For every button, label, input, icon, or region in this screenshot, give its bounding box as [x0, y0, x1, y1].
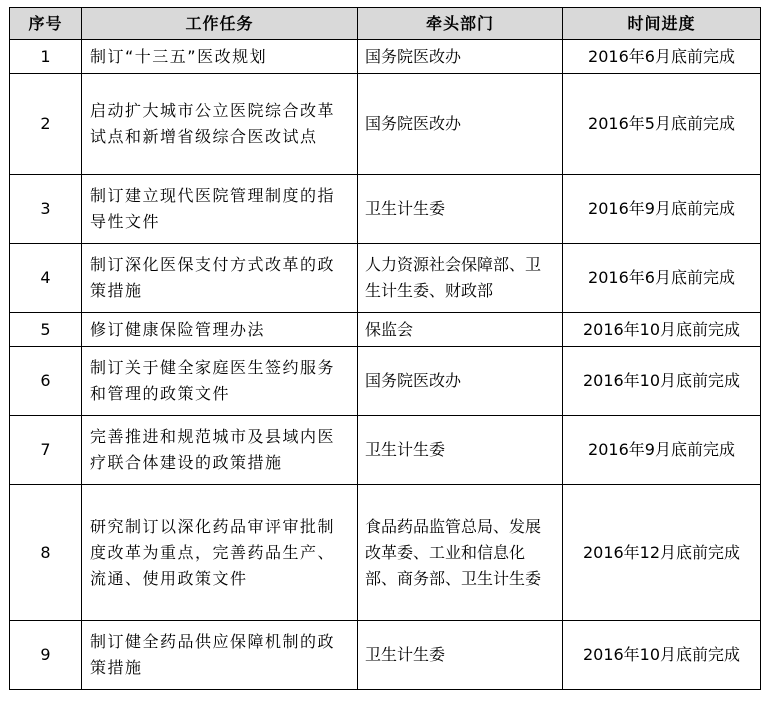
row-dept: 人力资源社会保障部、卫生计生委、财政部 [358, 244, 563, 313]
table-row [10, 175, 761, 244]
row-no: 9 [10, 621, 82, 690]
header-time: 时间进度 [563, 8, 761, 40]
table-row [10, 347, 761, 416]
table-row [10, 244, 761, 313]
row-no: 1 [10, 40, 82, 74]
row-dept: 卫生计生委 [358, 416, 563, 485]
row-no: 4 [10, 244, 82, 313]
task-table [9, 7, 761, 690]
row-time: 2016年9月底前完成 [563, 416, 761, 485]
row-task: 修订健康保险管理办法 [82, 313, 358, 347]
row-task: 研究制订以深化药品审评审批制度改革为重点，完善药品生产、流通、使用政策文件 [82, 485, 358, 621]
table-row [10, 74, 761, 175]
row-no: 7 [10, 416, 82, 485]
row-no: 8 [10, 485, 82, 621]
row-time: 2016年5月底前完成 [563, 74, 761, 175]
table-row [10, 313, 761, 347]
row-task: 制订建立现代医院管理制度的指导性文件 [82, 175, 358, 244]
row-time: 2016年10月底前完成 [563, 313, 761, 347]
row-task: 制订健全药品供应保障机制的政策措施 [82, 621, 358, 690]
row-task: 制订深化医保支付方式改革的政策措施 [82, 244, 358, 313]
row-time: 2016年9月底前完成 [563, 175, 761, 244]
table-row [10, 485, 761, 621]
row-dept: 国务院医改办 [358, 347, 563, 416]
row-task: 完善推进和规范城市及县域内医疗联合体建设的政策措施 [82, 416, 358, 485]
row-no: 6 [10, 347, 82, 416]
row-time: 2016年6月底前完成 [563, 40, 761, 74]
row-task: 制订关于健全家庭医生签约服务和管理的政策文件 [82, 347, 358, 416]
row-no: 5 [10, 313, 82, 347]
row-time: 2016年12月底前完成 [563, 485, 761, 621]
row-time: 2016年10月底前完成 [563, 621, 761, 690]
table-row [10, 416, 761, 485]
row-dept: 食品药品监管总局、发展改革委、工业和信息化部、商务部、卫生计生委 [358, 485, 563, 621]
header-task: 工作任务 [82, 8, 358, 40]
header-no: 序号 [10, 8, 82, 40]
header-row [10, 8, 761, 40]
table-row [10, 621, 761, 690]
header-dept: 牵头部门 [358, 8, 563, 40]
row-task: 制订“十三五”医改规划 [82, 40, 358, 74]
row-dept: 卫生计生委 [358, 621, 563, 690]
row-dept: 卫生计生委 [358, 175, 563, 244]
row-no: 2 [10, 74, 82, 175]
table-row [10, 40, 761, 74]
row-dept: 国务院医改办 [358, 40, 563, 74]
row-no: 3 [10, 175, 82, 244]
row-dept: 保监会 [358, 313, 563, 347]
row-task: 启动扩大城市公立医院综合改革试点和新增省级综合医改试点 [82, 74, 358, 175]
row-time: 2016年10月底前完成 [563, 347, 761, 416]
row-dept: 国务院医改办 [358, 74, 563, 175]
row-time: 2016年6月底前完成 [563, 244, 761, 313]
